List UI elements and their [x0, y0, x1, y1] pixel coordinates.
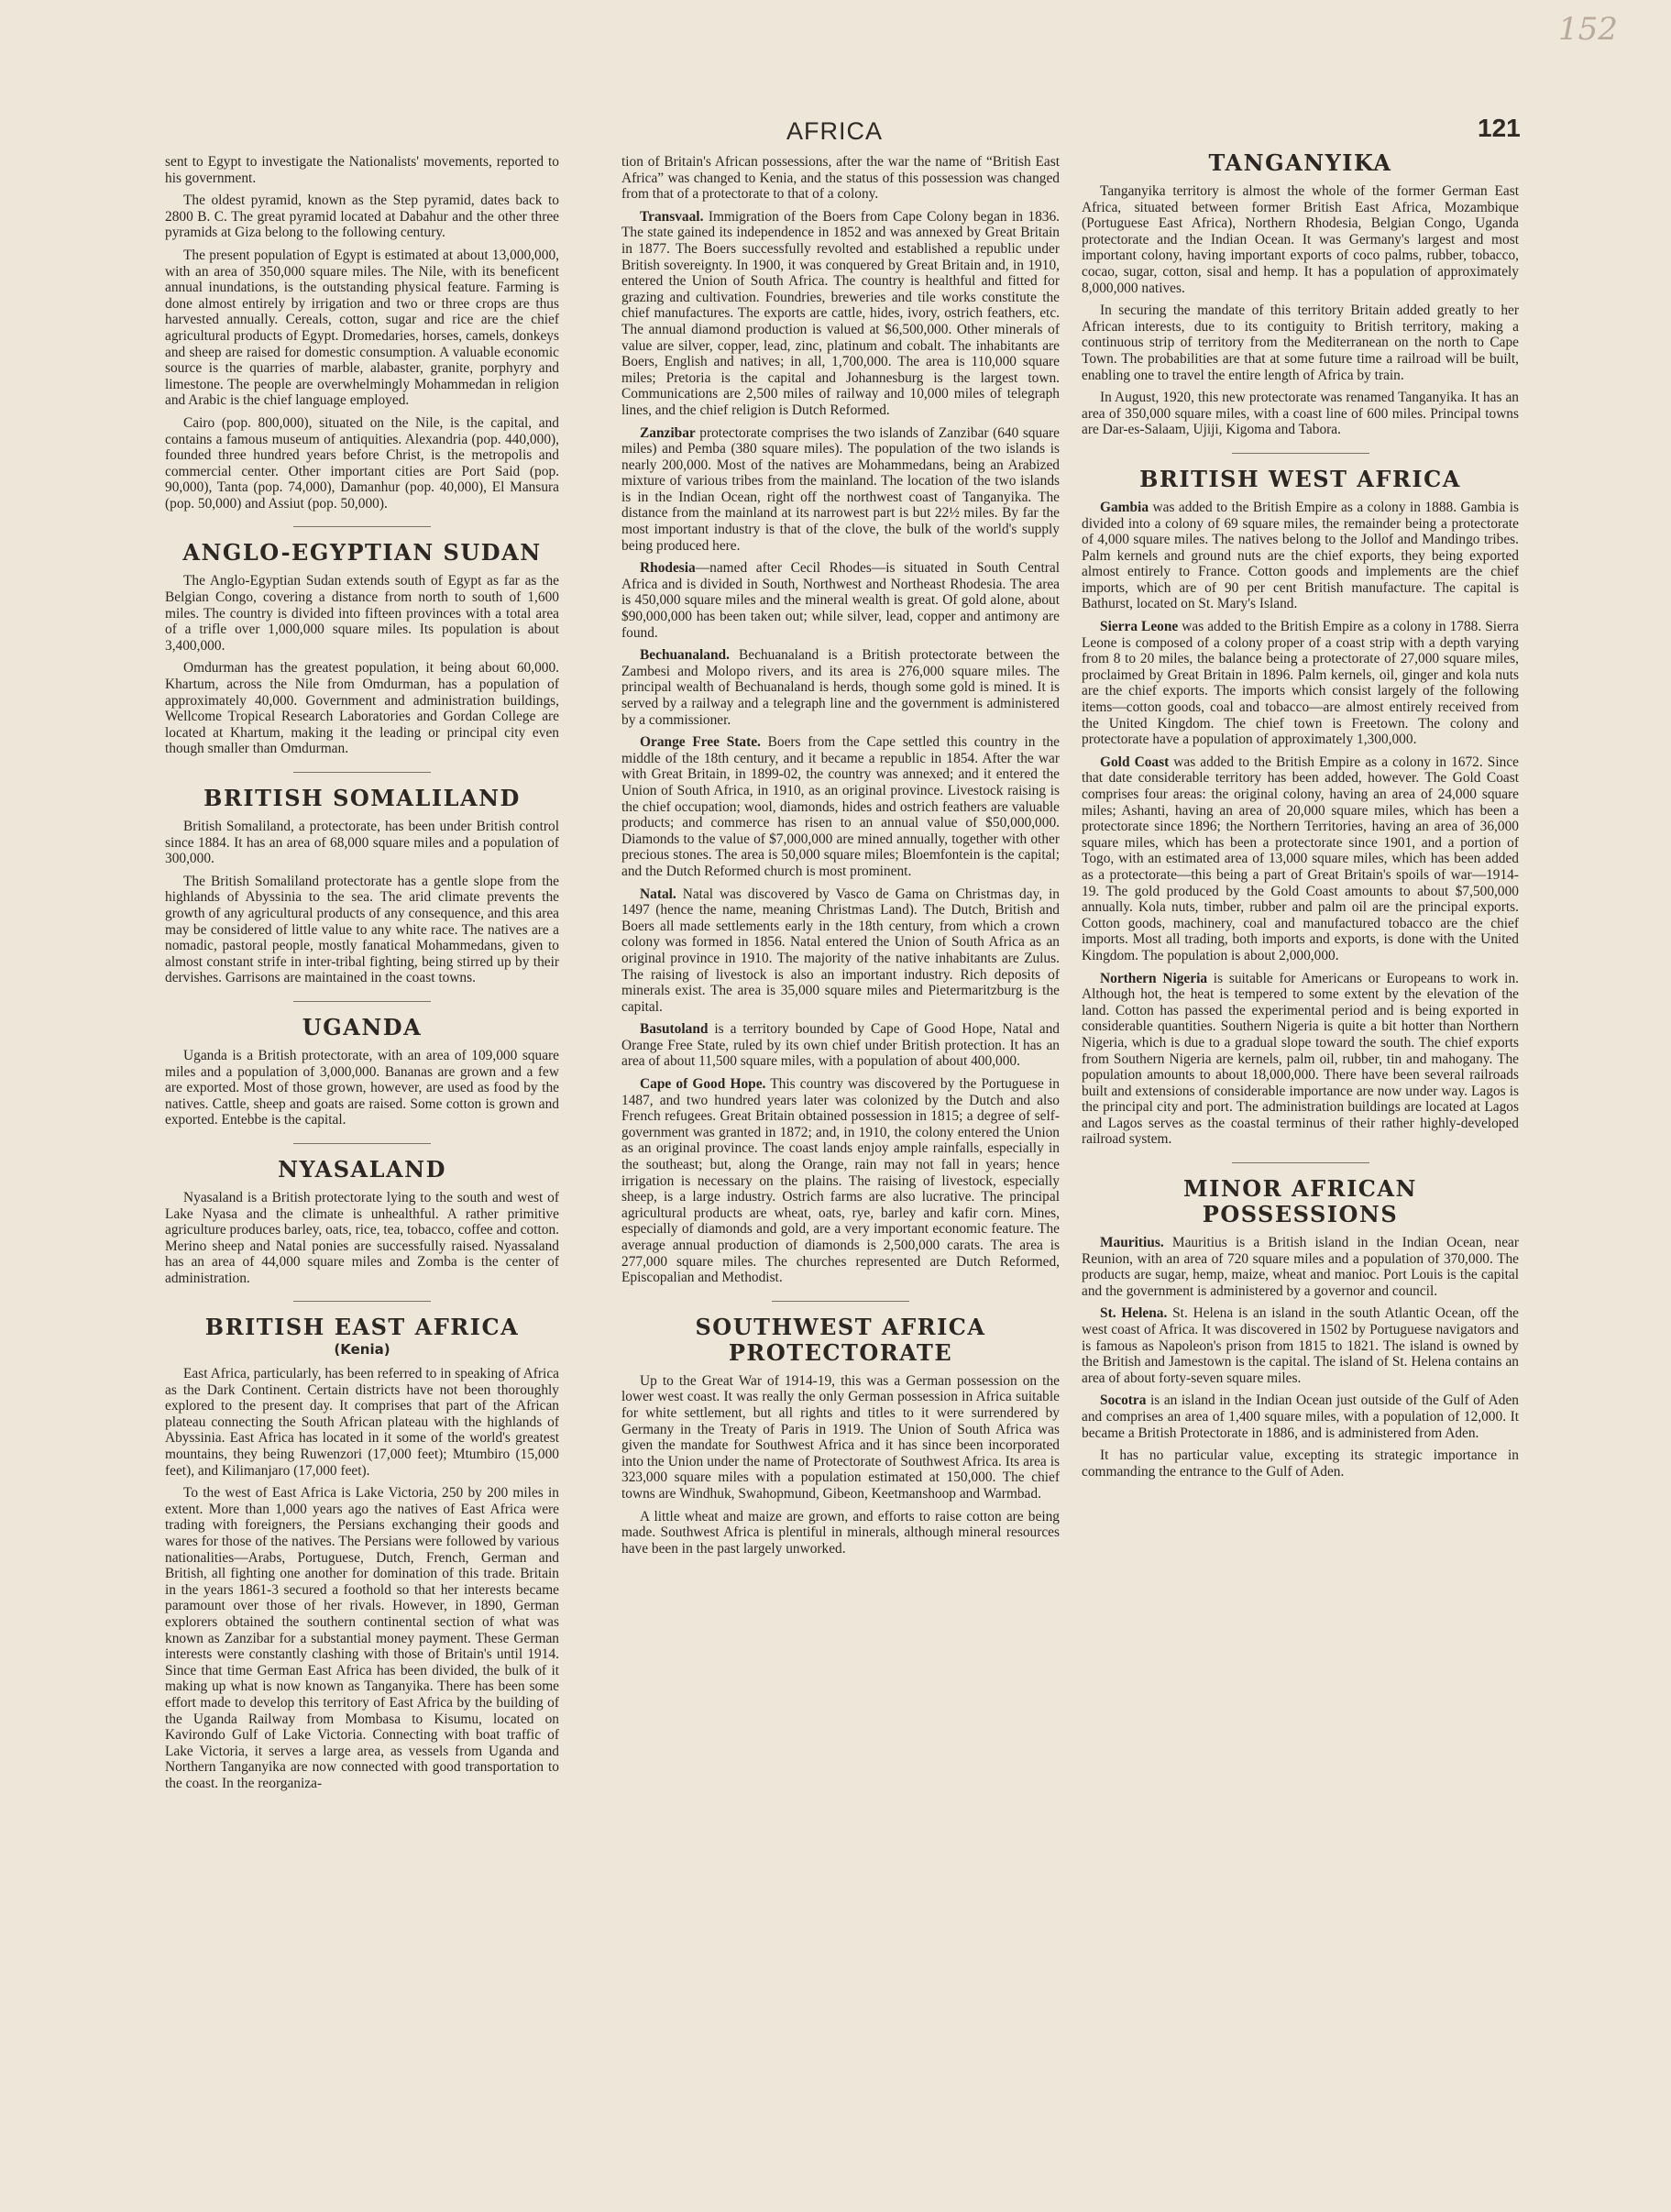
section-divider	[293, 1001, 431, 1002]
paragraph-zanzibar	[621, 425, 1060, 555]
paragraph: tion of Britain's African possessions, after the war the name of “British East Africa” was changed to Kenia, and the status of this possession was changed from that of a protectorate to that of a colony.	[621, 154, 1060, 203]
paragraph: British Somaliland, a protectorate, has been under British control since 1884. It has an area of 68,000 square miles and a population of 300,000.	[165, 819, 559, 867]
section-subheading-kenia: (Kenia)	[334, 1341, 390, 1359]
paragraph: Uganda is a British protectorate, with an area of 109,000 square miles and a population of 3,000,000. Bananas are grown and a few are exported. Most of those grown, however, are used as food by the natives. Cattle, sheep and goats are raised. Some cotton is grown and exported. Entebbe is the capital.	[165, 1047, 559, 1128]
paragraph-rhodesia	[621, 560, 1060, 641]
run-in-heading: Cape of Good Hope.	[640, 1076, 766, 1093]
run-in-heading: Basutoland	[640, 1021, 709, 1038]
paragraph-text: is a territory bounded by Cape of Good Hope, Natal and Orange Free State, ruled by its own chief under British protection. It has an area of about 11,500 square miles, with a population of about 400,000.	[621, 1021, 1060, 1070]
section-divider	[1232, 1162, 1369, 1163]
paragraph: In August, 1920, this new protectorate was renamed Tanganyika. It has an area of 350,000 square miles, with a coast line of 600 miles. Principal towns are Dar-es-Salaam, Ujiji, Kigoma and Tabora.	[1082, 390, 1519, 438]
paragraph-sierra-leone	[1082, 619, 1519, 748]
run-in-heading: Socotra	[1100, 1392, 1147, 1409]
paragraph: To the west of East Africa is Lake Victoria, 250 by 200 miles in extent. More than 1,000 years ago the natives of East Africa were trading with foreigners, the Persians exchanging their goods and wares for those of the natives. The Persians were followed by various nationalities—Arabs, Portuguese, Dutch, French, German and British, all fighting one another for domination of this trade. Britain in the years 1861-3 secured a foothold so that her interests became paramount over those of her rivals. However, in 1890, German explorers obtained the southern continental section of what was known as Zanzibar for a substantial money payment. These German interests were constantly clashing with those of Britain's until 1914. Since that time German East Africa has been divided, the bulk of it making up what is now known as Tanganyika. There has been some effort made to develop this territory of East Africa by the building of the Uganda Railway from Mombasa to Kisumu, located on Kavirondo Gulf of Lake Victoria. Connecting with boat traffic of Lake Victoria, it serves a large area, as vessels from Uganda and Northern Tanganyika are now connected with good transportation to the coast. In the reorganiza-	[165, 1485, 559, 1791]
section-divider	[293, 1301, 431, 1302]
paragraph-text: Immigration of the Boers from Cape Colony began in 1836. The state gained its independence in 1852 and was annexed by Great Britain in 1877. The Boers successfully revolted and established a republic under British sovereignty. In 1900, it was conquered by Great Britain and, in 1910, entered the Union of South Africa. The country is healthful and fitted for grazing and cultivation. Foundries, breweries and tile works constitute the chief manufactures. The exports are cattle, hides, ivory, ostrich feathers, etc. The annual diamond production is valued at $6,500,000. Other minerals of value are silver, copper, lead, zinc, platinum and cobalt. The inhabitants are Boers, English and natives; in all, 1,700,000. The area is 110,000 square miles; Pretoria is the capital and Johannesburg is the largest town. Communications are 2,500 miles of railway and 10,000 miles of telegraph lines, and the chief religion is Dutch Reformed.	[621, 208, 1060, 418]
paragraph-st-helena	[1082, 1305, 1519, 1386]
paragraph: In securing the mandate of this territory Britain added greatly to her African interests, due to its contiguity to British territory, making a continuous strip of territory from the Mediterranean on the north to Cape Town. The probabilities are that at some future time a railroad will be built, enabling one to travel the entire length of Africa by train.	[1082, 303, 1519, 383]
paragraph: Up to the Great War of 1914-19, this was a German possession on the lower west coast. It was really the only German possession in Africa suitable for white settlement, but all rights and titles to it were surrendered by Germany in the Treaty of Paris in 1919. The Union of South Africa was given the mandate for Southwest Africa and it has since been incorporated into the Union under the name of Protectorate of Southwest Africa. Its area is 323,000 square miles with a population estimated at 150,000. The chief towns are Windhuk, Swahopmund, Gibeon, Keetmanshoop and Warmbad.	[621, 1372, 1060, 1502]
paragraph-socotra	[1082, 1392, 1519, 1441]
paragraph: Cairo (pop. 800,000), situated on the Nile, is the capital, and contains a famous museum of antiquities. Alexandria (pop. 440,000), founded three hundred years before Christ, is the metropolis and commercial center. Other important cities are Port Said (pop. 90,000), Tanta (pop. 74,000), Damanhur (pop. 40,000), El Mansura (pop. 50,000) and Assiut (pop. 50,000).	[165, 414, 559, 512]
paragraph: East Africa, particularly, has been referred to in speaking of Africa as the Dark Continent. Certain districts have not been thoroughly explored to the present day. It comprises that part of the African plateau connecting the South African plateau with the highlands of Abyssinia. East Africa has located in it some of the world's greatest mountains, they being Ruwenzori (17,000 feet); Mtumbiro (15,000 feet), and Kilimanjaro (17,000 feet).	[165, 1366, 559, 1479]
section-divider	[293, 772, 431, 773]
paragraph: A little wheat and maize are grown, and efforts to raise cotton are being made. Southwest Africa is plentiful in minerals, although mineral resources have been in the past largely unworked.	[621, 1508, 1060, 1557]
paragraph-text: This country was discovered by the Portuguese in 1487, and two hundred years later was colonized by the Dutch and also French refugees. Great Britain obtained possession in 1815; a degree of self-government was granted in 1872; and, in 1910, the colony entered the Union as an original province. The coast lands enjoy ample rainfalls, especially in the southeast; but, along the Orange, rain may not fall in years; hence irrigation is necessary on the plains. The raising of livestock, especially sheep, is a large industry. Ostrich farms are also lucrative. The principal agricultural products are wheat, oats, rye, barley and kafir corn. Mines, especially of diamonds and gold, are a very important economic feature. The average annual production of diamonds is 2,500,000 carats. The area is 277,000 square miles. The churches represented are Dutch Reformed, Episcopalian and Methodist.	[621, 1076, 1060, 1286]
paragraph-natal	[621, 886, 1060, 1016]
run-in-heading: Orange Free State.	[640, 734, 761, 751]
paragraph-text: is suitable for Americans or Europeans to work in. Although hot, the heat is tempered to some extent by the elevation of the land. Cotton has passed the experimental period and is being exported in considerable quantities. Southern Nigeria is quite a bit hotter than Northern Nigeria, which is due to a gradual slope toward the south. The chief exports from Southern Nigeria are kernels, palm oil, rubber, tin and mahogany. The population amounts to about 18,000,000. There have been several railroads built and extensions of considerable importance are now under way. Lagos is the principal city and port. The administration buildings are located at Lagos and Lagos serves as the coastal terminus of their rather highly-developed railroad system.	[1082, 970, 1519, 1148]
run-in-heading: Transvaal.	[640, 208, 704, 225]
column-middle	[621, 154, 1060, 1563]
paragraph-gold-coast	[1082, 754, 1519, 964]
paragraph: The British Somaliland protectorate has a gentle slope from the highlands of Abyssinia to the sea. The arid climate prevents the growth of any agricultural products of any consequence, and this area may be considered of little value to any white race. The natives are a nomadic, pastoral people, mostly fanatical Mohammedans, given to almost constant strife in inter-tribal fighting, being stirred up by their dervishes. Garrisons are maintained in the coast towns.	[165, 873, 559, 986]
section-heading-uganda: UGANDA	[302, 1013, 423, 1040]
paragraph: Nyasaland is a British protectorate lying to the south and west of Lake Nyasa and the climate is unhealthful. A rather primitive agriculture produces barley, oats, rice, tea, tobacco, coffee and cotton. Merino sheep and Natal ponies are successfully raised. Nyassaland has an area of 44,000 square miles and Zomba is the center of administration.	[165, 1189, 559, 1286]
column-left	[165, 154, 559, 1799]
run-in-heading: St. Helena.	[1100, 1305, 1168, 1322]
section-heading-sudan: ANGLO-EGYPTIAN SUDAN	[182, 539, 542, 567]
page-number: 121	[1478, 114, 1521, 142]
section-heading-southwest-africa: SOUTHWEST AFRICA PROTECTORATE	[695, 1313, 986, 1366]
run-in-heading: Rhodesia	[640, 560, 696, 577]
paragraph-text: was added to the British Empire as a colony in 1888. Gambia is divided into a colony of 69 square miles, the remainder being a protectorate of 4,000 square miles. The natives belong to the Jollof and Mandingo tribes. Palm kernels and ground nuts are the chief exports, they being exported almost entirely to France. Cotton goods and implements are the chief imports, which are of 90 per cent British manufacture. The capital is Bathurst, located on St. Mary's Island.	[1082, 499, 1519, 612]
paragraph: The present population of Egypt is estimated at about 13,000,000, with an area of 350,000 square miles. The Nile, with its beneficent annual inundations, is the outstanding physical feature. Farming is done almost entirely by irrigation and two or three crops are thus harvested annually. Cereals, cotton, sugar and rice are the chief agricultural products of Egypt. Dromedaries, horses, camels, donkeys and sheep are raised for domestic consumption. A valuable economic source is the quarries of marble, alabaster, granite, porphyry and limestone. The people are overwhelmingly Mohammedan in religion and Arabic is the chief language employed.	[165, 247, 559, 409]
paragraph-transvaal	[621, 209, 1060, 419]
paragraph: The Anglo-Egyptian Sudan extends south of Egypt as far as the Belgian Congo, covering a distance from north to south of 1,600 miles. The country is divided into fifteen provinces with a total area of a trifle over 1,000,000 square miles. Its population is about 3,400,000.	[165, 573, 559, 654]
run-in-heading: Bechuanaland.	[640, 647, 730, 664]
paragraph-text: Boers from the Cape settled this country in the middle of the 18th century, and it became a republic in 1854. After the war with Great Britain, in 1899-02, the country was annexed; and it entered the Union of South Africa, in 1910, as an original province. Livestock raising is the chief occupation; wool, diamonds, hides and ostrich feathers are valuable products; and commerce has risen to an annual value of $50,000,000. Diamonds to the value of $7,000,000 are mined annually, together with other precious stones. The area is 50,000 square miles; Bloemfontein is the capital; and the Dutch Reformed church is most prominent.	[621, 734, 1060, 879]
run-in-heading: Gambia	[1100, 499, 1149, 515]
paragraph-cape-of-good-hope	[621, 1076, 1060, 1286]
section-heading-tanganyika: TANGANYIKA	[1208, 149, 1392, 176]
pencil-page-mark: 152	[1558, 11, 1618, 48]
paragraph-gambia	[1082, 500, 1519, 612]
section-heading-east-africa: BRITISH EAST AFRICA	[204, 1314, 520, 1341]
paragraph-text: St. Helena is an island in the south Atlantic Ocean, off the west coast of Africa. It was discovered in 1502 by Portuguese navigators and is famous as Napoleon's prison from 1815 to 1821. The island is owned by the British and Jamestown is the capital. The island of St. Helena contains an area of about forty-seven square miles.	[1082, 1305, 1519, 1386]
run-in-heading: Northern Nigeria	[1100, 970, 1208, 986]
paragraph-text: was added to the British Empire as a colony in 1788. Sierra Leone is composed of a colony proper of a coast strip with a depth varying from 8 to 20 miles, the balance being a protectorate of 27,000 square miles, proclaimed by Great Britain in 1896. Palm kernels, oil, ginger and kola nuts are the chief exports. The imports which consist largely of the following items—cotton goods, coal and tobacco—are almost entirely received from the United Kingdom. The chief town is Freetown. The colony and protectorate have a population of approximately 1,300,000.	[1082, 619, 1519, 748]
section-divider	[293, 526, 431, 527]
section-divider	[772, 1301, 909, 1302]
paragraph-text: Mauritius is a British island in the Indian Ocean, near Reunion, with an area of 720 square miles and a population of 370,000. The products are sugar, hemp, maize, wheat and manioc. Port Louis is the capital and the government is administered by a governor and council.	[1082, 1235, 1519, 1299]
section-divider	[1232, 453, 1369, 454]
run-in-heading: Mauritius.	[1100, 1235, 1164, 1251]
section-divider	[293, 1143, 431, 1144]
paragraph: Tanganyika territory is almost the whole of the former German East Africa, situated between former British East Africa, Mozambique (Portuguese East Africa), Northern Rhodesia, Belgian Congo, Uganda protectorate and the Indian Ocean. It was Germany's largest and most important colony, having important exports of coco palms, rubber, tobacco, cocao, sugar, cotton, sisal and hemp. It has a population of approximately 8,000,000 natives.	[1082, 183, 1519, 296]
run-in-heading: Zanzibar	[640, 424, 696, 441]
paragraph: It has no particular value, excepting its strategic importance in commanding the entrance to the Gulf of Aden.	[1082, 1447, 1519, 1480]
paragraph-northern-nigeria	[1082, 971, 1519, 1149]
paragraph-text: is an island in the Indian Ocean just outside of the Gulf of Aden and comprises an area of 1,400 square miles, with a population of 12,000. It became a British Protectorate in 1886, and is administered from Aden.	[1082, 1392, 1519, 1441]
section-heading-somaliland: BRITISH SOMALILAND	[203, 785, 521, 811]
run-in-heading: Gold Coast	[1100, 754, 1170, 770]
paragraph-text: was added to the British Empire as a colony in 1672. Since that date considerable territory has been added, however. The Gold Coast comprises four areas: the original colony, having an area of 24,000 square miles; Ashanti, having an area of 20,000 square miles, which has been a protectorate since 1896; the Northern Territories, having an area of 36,000 square miles, which has been a protectorate since 1901, and a portion of Togo, with an estimated area of 13,000 square miles, which has been added as a protectorate—this being a part of Great Britain's spoils of war—1914-19. The gold produced by the Gold Coast amounts to about $7,500,000 annually. Kola nuts, timber, rubber and palm oil are the principal exports. Cotton goods, machinery, coal and manufactured tobacco are the chief imports. Most all trading, both imports and exports, is done with the United Kingdom. The population is about 2,000,000.	[1082, 754, 1519, 963]
paragraph-basutoland	[621, 1021, 1060, 1070]
run-in-heading: Sierra Leone	[1100, 619, 1179, 635]
paragraph-text: Natal was discovered by Vasco de Gama on Christmas day, in 1497 (hence the name, meaning Christmas Land). The Dutch, British and Boers all made settlements early in the 18th century, from which a crown colony was formed in 1856. Natal entered the Union of South Africa as an original province in 1910. The majority of the native inhabitants are Zulus. The raising of livestock is also an important industry. Rich deposits of minerals exist. The area is 35,000 square miles and Pietermaritzburg is the capital.	[621, 886, 1060, 1015]
paragraph-text: protectorate comprises the two islands of Zanzibar (640 square miles) and Pemba (380 square miles). The population of the two islands is nearly 200,000. Most of the natives are Mohammedans, being an Arabized mixture of various tribes from the mainland. The location of the two islands is in the Indian Ocean, right off the northwest coast of Tanganyika. The distance from the mainland at its narrowest part is but 22½ miles. By far the most important industry is that of the clove, the bulk of the world's supply being produced here.	[621, 424, 1060, 554]
run-in-heading: Natal.	[640, 886, 676, 902]
section-heading-nyasaland: NYASALAND	[278, 1155, 446, 1183]
paragraph: Omdurman has the greatest population, it being about 60,000. Khartum, across the Nile from Omdurman, has a population of approximately 40,000. Government and administration buildings, Wellcome Tropical Research Laboratories and Gordan College are located at Khartum, making it the leading or principal city even though smaller than Omdurman.	[165, 660, 559, 757]
paragraph-text: —named after Cecil Rhodes—is situated in South Central Africa and is divided in South, Northwest and Northeast Rhodesia. The area is 450,000 square miles and the mineral wealth is great. Of gold alone, about $90,000,000 has been taken out; while silver, lead, copper and antimony are found.	[621, 560, 1060, 641]
paragraph-bechuanaland	[621, 647, 1060, 728]
paragraph-orange-free-state	[621, 734, 1060, 879]
paragraph-mauritius	[1082, 1235, 1519, 1299]
paragraph-text: Bechuanaland is a British protectorate between the Zambesi and Molopo rivers, and its area is 276,000 square miles. The principal wealth of Bechuanaland is herds, though some gold is mined. It is served by a railway and a telegraph line and the government is administered by a commissioner.	[621, 647, 1060, 728]
paragraph: The oldest pyramid, known as the Step pyramid, dates back to 2800 B. C. The great pyramid located at Dabahur and the other three pyramids at Giza belong to the following century.	[165, 193, 559, 241]
section-heading-minor-possessions: MINOR AFRICAN POSSESSIONS	[1183, 1175, 1417, 1228]
running-header-title: AFRICA	[786, 117, 884, 145]
column-right	[1082, 150, 1519, 1486]
paragraph: sent to Egypt to investigate the Nationalists' movements, reported to his government.	[165, 154, 559, 186]
section-heading-west-africa: BRITISH WEST AFRICA	[1139, 465, 1461, 492]
